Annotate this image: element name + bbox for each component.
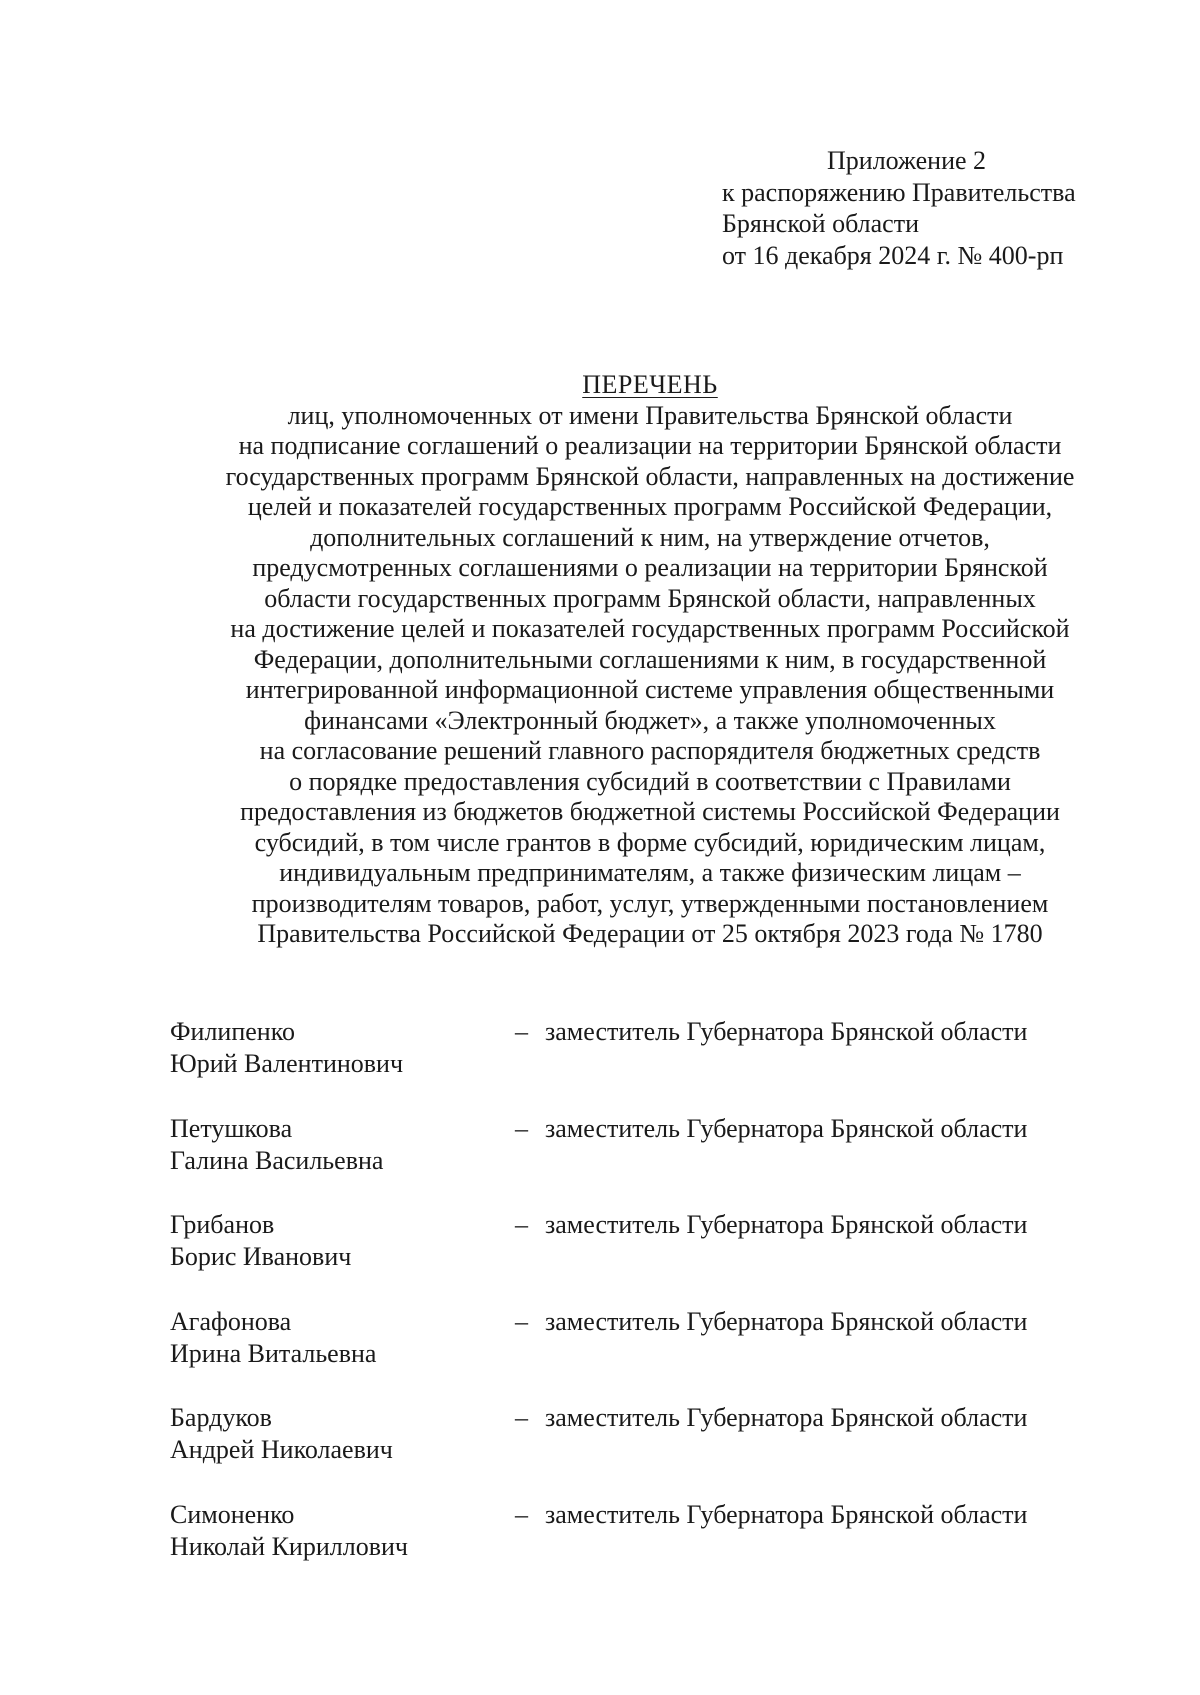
dash-separator: – [515, 1403, 528, 1433]
heading-line: индивидуальным предпринимателям, а также физическим лицам – [279, 858, 1021, 887]
heading-line: целей и показателей государственных программ Российской Федерации, [247, 492, 1053, 521]
person-entry [170, 1499, 1130, 1596]
heading-line: области государственных программ Брянской области, направленных [264, 583, 1036, 613]
appendix-region: Брянской области [722, 209, 919, 238]
document-heading [140, 370, 1160, 950]
person-entry [170, 1209, 1130, 1306]
person-name [170, 1113, 383, 1177]
person-given-names: Николай Кириллович [170, 1531, 408, 1561]
person-entry [170, 1016, 1130, 1113]
heading-line: производителям товаров, работ, услуг, утвержденными постановлением [251, 888, 1049, 918]
document-title: ПЕРЕЧЕНЬ [582, 370, 718, 399]
person-entry [170, 1306, 1130, 1403]
heading-line: Федерации, дополнительными соглашениями к ним, в государственной [253, 644, 1047, 674]
dash-separator: – [515, 1499, 528, 1529]
dash-separator: – [515, 1306, 528, 1336]
person-surname: Грибанов [170, 1210, 275, 1240]
person-position: заместитель Губернатора Брянской области [545, 1017, 1028, 1046]
person-position: заместитель Губернатора Брянской области [545, 1499, 1028, 1529]
persons-list [170, 1016, 1130, 1596]
person-surname: Симоненко [170, 1499, 295, 1529]
person-name [170, 1016, 403, 1080]
person-position: заместитель Губернатора Брянской области [545, 1306, 1028, 1336]
person-entry [170, 1113, 1130, 1210]
person-given-names: Ирина Витальевна [170, 1338, 377, 1368]
appendix-number: Приложение 2 [827, 146, 987, 175]
appendix-date-number: от 16 декабря 2024 г. № 400-рп [722, 240, 1064, 270]
person-name [170, 1402, 393, 1466]
dash-separator: – [515, 1017, 528, 1046]
person-position: заместитель Губернатора Брянской области [545, 1113, 1028, 1143]
person-name [170, 1209, 351, 1273]
person-given-names: Борис Иванович [170, 1242, 352, 1272]
heading-line: на согласование решений главного распорядителя бюджетных средств [259, 736, 1041, 765]
person-surname: Агафонова [170, 1306, 292, 1336]
person-surname: Бардуков [170, 1403, 272, 1433]
person-given-names: Юрий Валентинович [170, 1049, 404, 1078]
heading-line: на подписание соглашений о реализации на территории Брянской области [238, 431, 1062, 460]
person-name [170, 1306, 376, 1370]
person-entry [170, 1402, 1130, 1499]
person-surname: Филипенко [170, 1017, 296, 1046]
dash-separator: – [515, 1210, 528, 1240]
heading-line: на достижение целей и показателей государственных программ Российской [230, 614, 1070, 643]
appendix-reference: к распоряжению Правительства [722, 177, 1076, 207]
person-surname: Петушкова [170, 1113, 293, 1143]
person-given-names: Галина Васильевна [170, 1145, 384, 1175]
heading-line: финансами «Электронный бюджет», а также уполномоченных [304, 705, 996, 735]
person-name [170, 1499, 408, 1563]
heading-line: лиц, уполномоченных от имени Правительства Брянской области [287, 400, 1013, 430]
dash-separator: – [515, 1113, 528, 1143]
person-position: заместитель Губернатора Брянской области [545, 1210, 1028, 1240]
heading-line: субсидий, в том числе грантов в форме субсидий, юридическим лицам, [254, 827, 1046, 857]
heading-line: предоставления из бюджетов бюджетной системы Российской Федерации [240, 797, 1060, 826]
person-given-names: Андрей Николаевич [170, 1435, 393, 1465]
heading-line: предусмотренных соглашениями о реализации на территории Брянской [252, 553, 1048, 582]
appendix-block [722, 145, 1076, 271]
person-position: заместитель Губернатора Брянской области [545, 1403, 1028, 1433]
heading-line: Правительства Российской Федерации от 25 октября 2023 года № 1780 [257, 919, 1043, 948]
heading-line: государственных программ Брянской области, направленных на достижение [225, 461, 1075, 491]
heading-line: о порядке предоставления субсидий в соответствии с Правилами [289, 766, 1011, 796]
heading-line: интегрированной информационной системе управления общественными [245, 675, 1055, 704]
heading-line: дополнительных соглашений к ним, на утверждение отчетов, [310, 522, 990, 552]
